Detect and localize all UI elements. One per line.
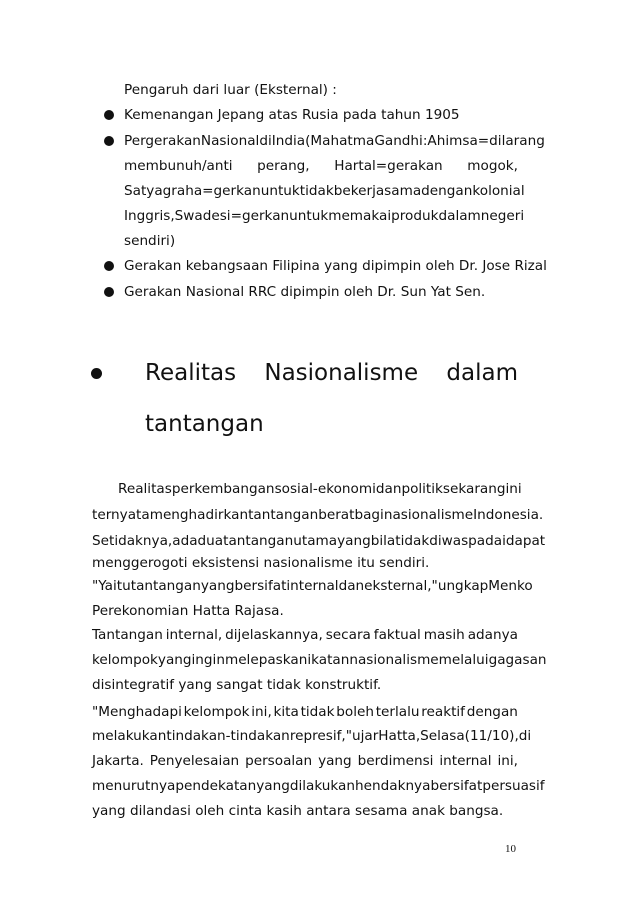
word: yang [318,753,352,769]
word: Swadesi=gerkan [174,208,290,224]
p1-line-2 [92,506,544,524]
p2-line-1 [92,577,533,595]
word: represif," [289,728,352,744]
word: kelompok [92,652,158,668]
p1-line-1 [118,480,522,498]
page-number: 10 [505,843,516,855]
word: ikatan [307,652,350,668]
word: yang [337,533,371,549]
word: mogok, [467,158,518,174]
word: untuk [260,183,300,199]
word: ada [172,533,198,549]
word: berdimensi [357,753,434,769]
word: bersifat [234,578,287,594]
heading-bullet-icon [91,368,102,379]
word: tantangan [248,507,319,523]
word: berat [318,507,355,523]
external-item-1: Kemenangan Jepang atas Rusia pada tahun 1905 [124,107,460,123]
word: memakai [328,208,392,224]
word: ingin [191,652,225,668]
p4-line-3 [92,752,518,770]
word: Satyagraha=gerkan [124,183,261,199]
word: masih [423,627,465,643]
external-item-2-line-4 [124,207,525,225]
word: yang [256,778,290,794]
word: faktual [373,627,421,643]
word: bersifat [430,778,483,794]
word: melakukan [92,728,167,744]
word: di [259,133,272,149]
word: Realitas [145,360,237,386]
word: tantangan [130,578,201,594]
word: dijelaskannya, [225,627,323,643]
bullet-icon [104,287,114,297]
word: Gandhi: [374,133,428,149]
word: perkembangan [171,481,275,497]
word: tantangan [223,533,294,549]
word: ini [505,481,522,497]
word: Inggris, [124,208,175,224]
word: tidak [395,533,430,549]
bullet-icon [104,136,114,146]
external-item-2-line-5: sendiri) [124,233,176,249]
external-item-2-line-3 [124,182,525,200]
word: yang [200,578,235,594]
word: Realitas [118,481,172,497]
word: dalam [438,208,481,224]
word: boleh [336,704,374,720]
word: reaktif [421,704,465,720]
p1-line-4: menggerogoti eksistensi nasionalisme itu sendiri. [92,555,430,571]
p4-line-5: yang dilandasi oleh cinta kasih antara sesama anak bangsa. [92,803,504,819]
external-title: Pengaruh dari luar (Eksternal) : [124,82,337,98]
word: terlalu [375,704,420,720]
word: ini, [497,753,518,769]
word: untuk [289,208,329,224]
word: dua [197,533,224,549]
word: menurutnya [92,778,176,794]
word: Nasionalisme [264,360,419,386]
p3-line-2 [92,651,547,669]
word: Indonesia. [473,507,544,523]
word: negeri [480,208,525,224]
p3-line-1 [92,626,518,644]
word: Hatta, [378,728,421,744]
word: eksternal," [364,578,438,594]
word: persuasif [482,778,545,794]
word: internal, [165,627,223,643]
word: Tantangan [92,627,163,643]
word: dan [338,578,365,594]
external-item-3: Gerakan kebangsaan Filipina yang dipimpin oleh Dr. Jose Rizal [124,258,547,274]
word: dengan [421,183,473,199]
external-item-4: Gerakan Nasional RRC dipimpin oleh Dr. Sun Yat Sen. [124,284,486,300]
word: politik [401,481,443,497]
word: persoalan [245,753,313,769]
word: tidak [300,704,335,720]
p4-line-2 [92,727,532,745]
word: ini, [251,704,272,720]
word: kelompok [183,704,250,720]
external-item-2-line-2 [124,157,518,175]
word: adanya [467,627,518,643]
word: yang [157,652,192,668]
p3-line-3: disintegratif yang sangat tidak konstruktif. [92,677,382,693]
word: ujar [351,728,379,744]
word: Nasional [200,133,260,149]
word: (Mahatma [305,133,375,149]
word: Setidaknya, [92,533,173,549]
word: nasionalisme [383,507,474,523]
word: kita [273,704,299,720]
word: perang, [257,158,310,174]
word: pendekatan [175,778,257,794]
word: utama [293,533,338,549]
word: gagasan [488,652,547,668]
bullet-icon [104,261,114,271]
p4-line-4 [92,777,545,795]
word: nasionalisme [349,652,439,668]
word: sosial-ekonomi [274,481,376,497]
section-heading-line-2: tantangan [145,411,264,437]
word: kolonial [472,183,525,199]
bullet-icon [104,110,114,120]
word: ternyata [92,507,150,523]
word: menghadirkan [149,507,249,523]
word: internal [439,753,492,769]
word: dapat [505,533,546,549]
word: internal [286,578,339,594]
word: India [271,133,306,149]
word: dilakukan [289,778,356,794]
word: Pergerakan [124,133,201,149]
word: bagi [354,507,384,523]
external-item-2-line-1 [124,132,545,150]
word: di [518,728,532,744]
word: dan [375,481,402,497]
p1-line-3 [92,532,546,550]
word: melepaskan [224,652,308,668]
word: Jakarta. [92,753,144,769]
word: diwaspadai [429,533,506,549]
word: membunuh/anti [124,158,233,174]
word: Penyelesaian [149,753,240,769]
word: Hartal=gerakan [334,158,443,174]
word: Selasa [420,728,465,744]
word: dengan [466,704,518,720]
word: "Yaitu [92,578,131,594]
word: ungkap [437,578,489,594]
section-heading-line-1 [145,359,518,387]
word: tindakan-tindakan [166,728,290,744]
word: bekerjasama [333,183,422,199]
word: tidak [299,183,334,199]
word: Menko [488,578,533,594]
word: dalam [446,360,518,386]
word: Ahimsa=dilarang [427,133,545,149]
word: produk [391,208,439,224]
word: sekarang [442,481,506,497]
word: secara [325,627,371,643]
word: melalui [438,652,489,668]
word: "Menghadapi [92,704,182,720]
word: (11/10), [464,728,519,744]
word: hendaknya [355,778,431,794]
word: bila [370,533,396,549]
p2-line-2: Perekonomian Hatta Rajasa. [92,603,284,619]
p4-line-1 [92,703,518,721]
